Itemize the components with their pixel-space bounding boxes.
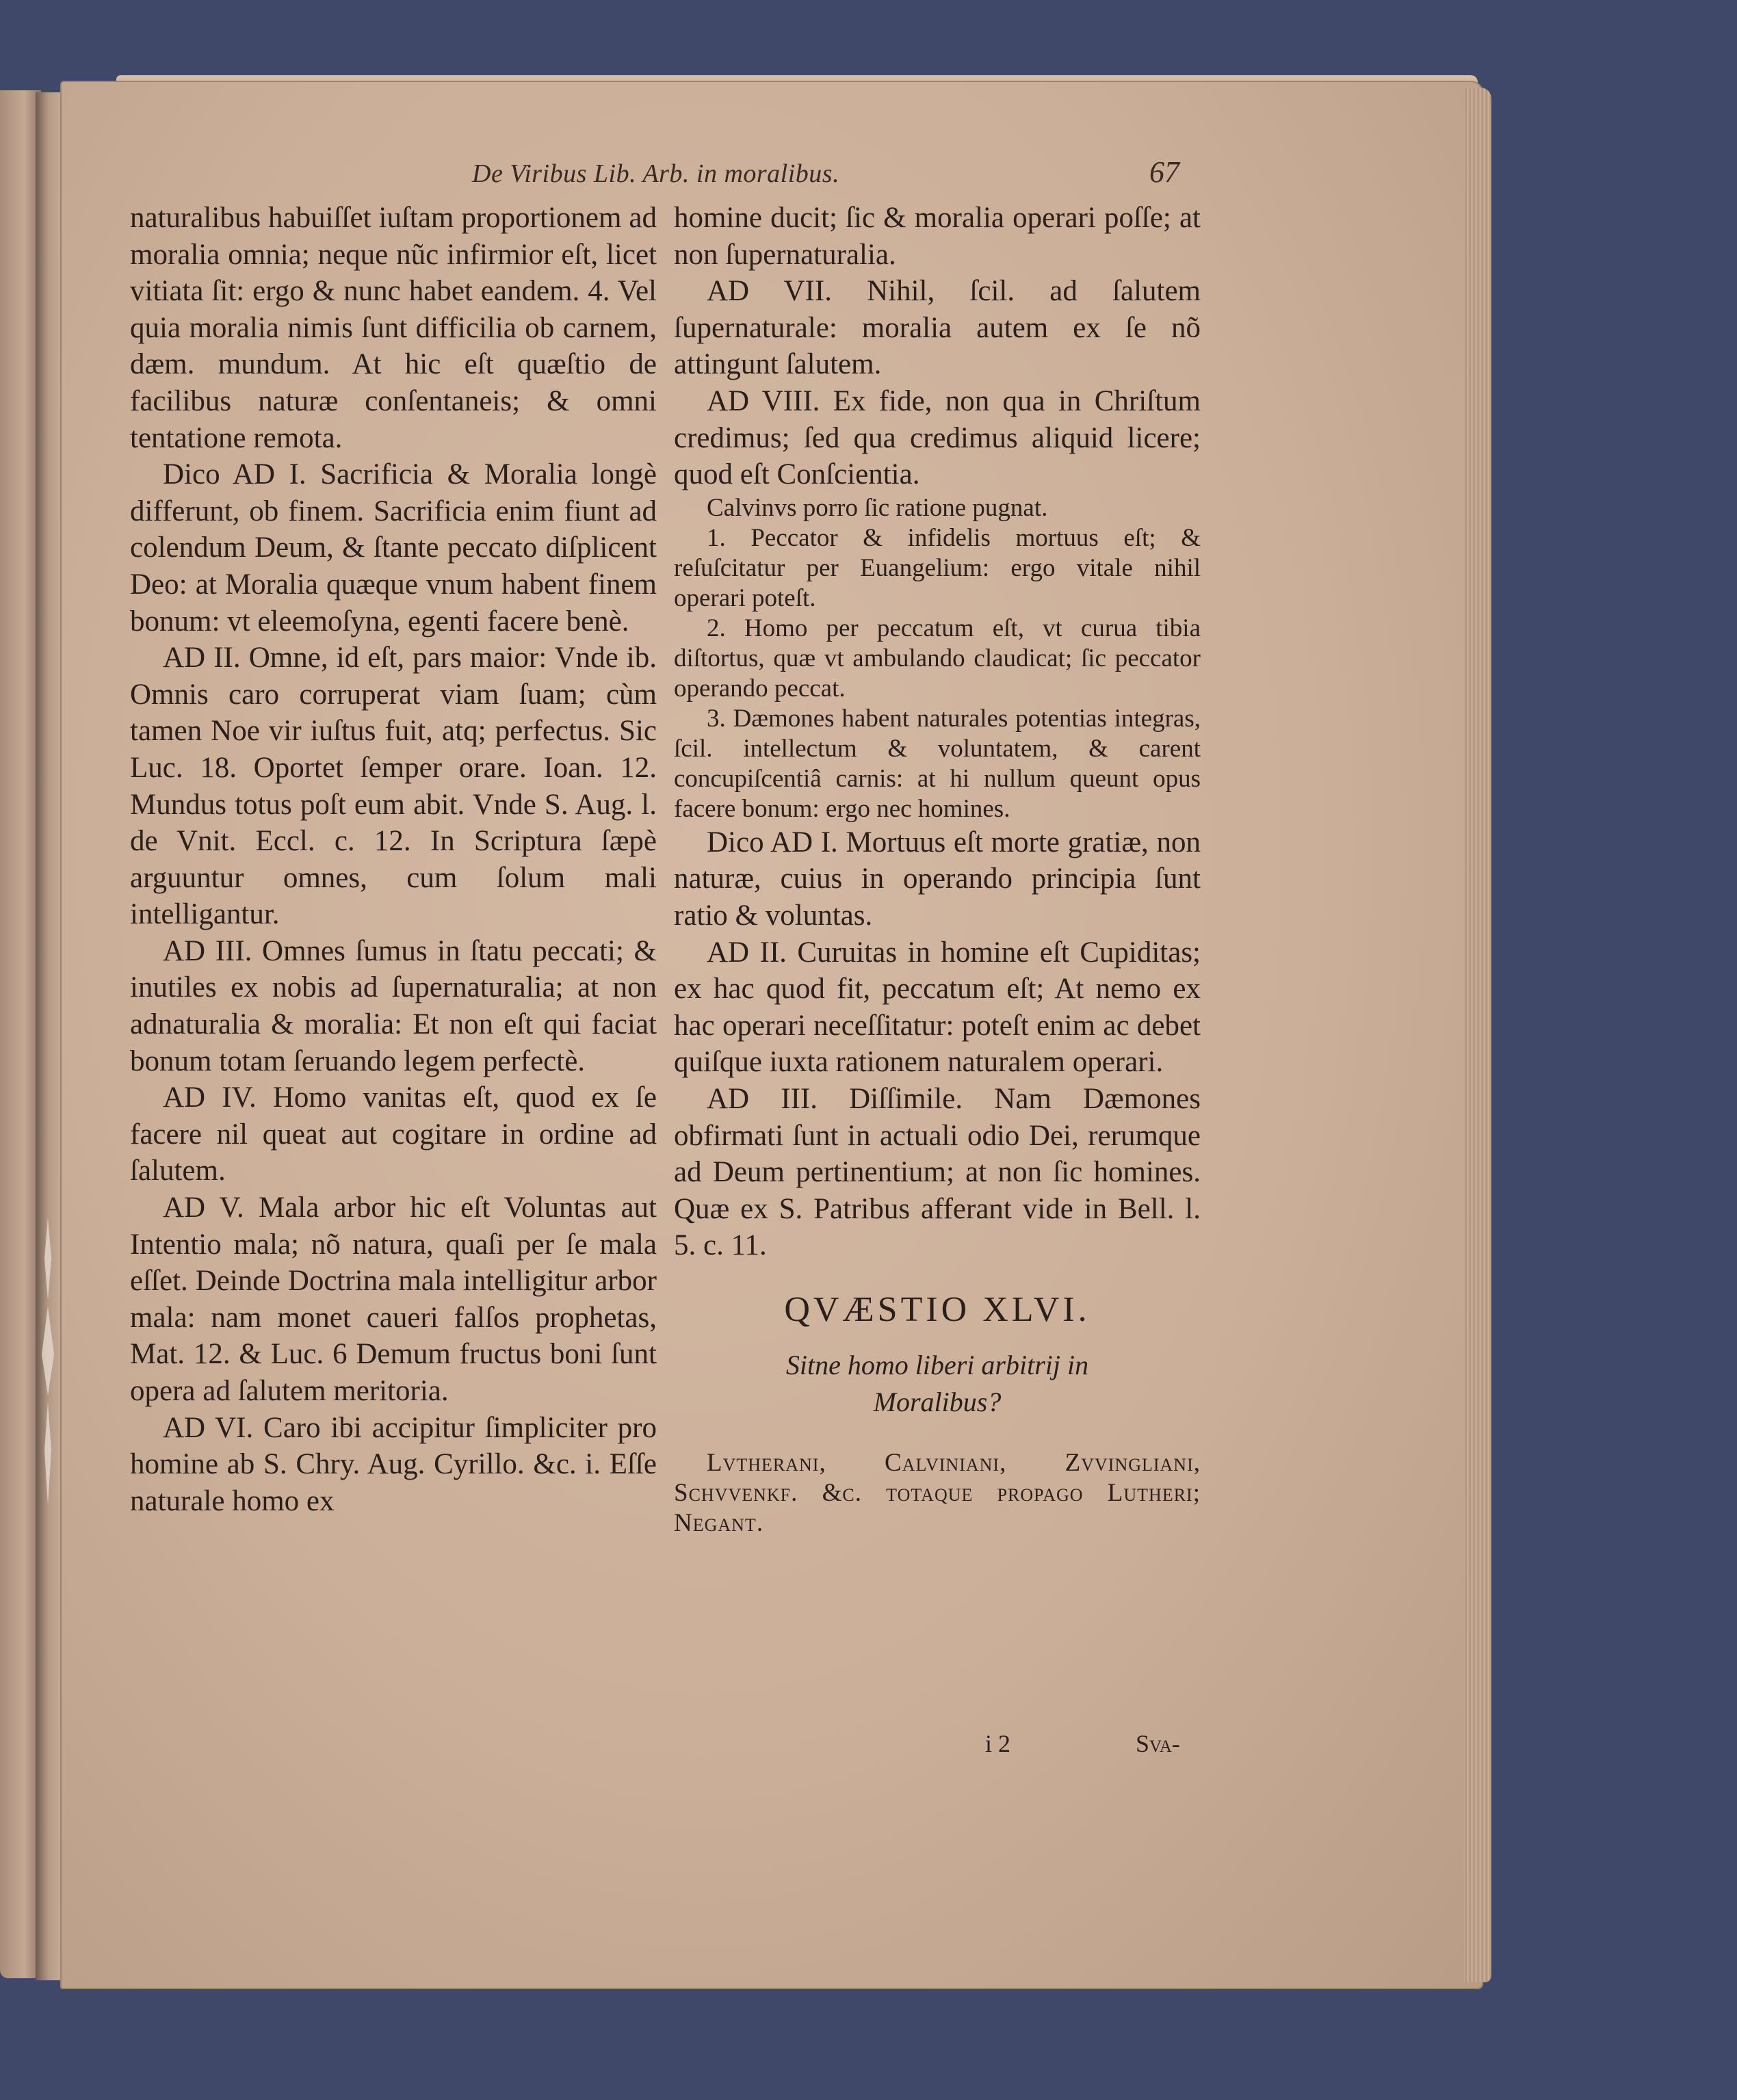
paragraph: AD II. Omne, id eſt, pars maior: Vnde ib. Omnis caro corruperat viam ſuam; cùm tamen Noe vir iuſtus fuit, atq; perfectus. Sic Luc. 18. Oportet ſemper orare. Ioan. 12. Mundus totus poſt eum abit. Vnde S. Aug. l. de Vnit. Eccl. c. 12. In Scriptura ſæpè arguuntur omnes, cum ſolum mali intelligantur. bbox=[130, 642, 657, 931]
running-head: De Viribus Lib. Arb. in moralibus. bbox=[472, 159, 840, 188]
page-fore-edge bbox=[1464, 88, 1491, 1982]
calvin-argument: 1. Peccator & infidelis mortuus eſt; & reſuſcitatur per Euangelium: ergo vitale nihil operari poteſt. bbox=[674, 523, 1201, 612]
paragraph: naturalibus habuiſſet iuſtam proportionem ad moralia omnia; neque nũc infirmior eſt, licet vitiata ſit: ergo & nunc habet eandem. 4. Vel quia moralia nimis ſunt difficilia ob carnem, dæm. mundum. At hic eſt quæſtio de facilibus naturæ conſentaneis; & omni tentatione remota. bbox=[130, 202, 657, 454]
calvin-intro: Calvinvs porro ſic ratione pugnat. bbox=[707, 493, 1048, 522]
paragraph: AD V. Mala arbor hic eſt Voluntas aut Intentio mala; nõ natura, quaſi per ſe mala eſſet. Deinde Doctrina mala intelligitur arbor mala: nam monet caueri falſos prophetas, Mat. 12. & Luc. 6 Demum fructus boni ſunt opera ad ſalutem meritoria. bbox=[130, 1192, 657, 1407]
response: Dico AD I. Mortuus eſt morte gratiæ, non naturæ, cuius in operando principia ſunt ratio & voluntas. bbox=[674, 826, 1201, 932]
paragraph: AD VII. Nihil, ſcil. ad ſalutem ſupernaturale: moralia autem ex ſe nõ attingunt ſalutem. bbox=[674, 275, 1201, 381]
paragraph: AD VIII. Ex fide, non qua in Chriſtum credimus; ſed qua credimus aliquid licere; quod eſt Conſcientia. bbox=[674, 384, 1201, 491]
calvin-argument: 2. Homo per peccatum eſt, vt curua tibia diſtortus, quæ vt ambulando claudicat; ſic peccator operando peccat. bbox=[674, 614, 1201, 703]
book-gutter bbox=[36, 92, 63, 1980]
paragraph: Dico AD I. Sacrificia & Moralia longè differunt, ob finem. Sacrificia enim fiunt ad colendum Deum, & ſtante peccato diſplicent Deo: at Moralia quæque vnum habent finem bonum: vt eleemoſyna, egenti facere benè. bbox=[130, 458, 657, 638]
question-title: QVÆSTIO XLVI. bbox=[784, 1289, 1090, 1329]
left-column bbox=[130, 200, 657, 1519]
calvin-argument: 3. Dæmones habent naturales potentias integras, ſcil. intellectum & voluntatem, & carent concupiſcentiâ carnis: at hi nullum queunt opus facere bonum: ergo nec homines. bbox=[674, 704, 1201, 823]
right-column bbox=[674, 200, 1201, 1538]
binding-ornament-icon bbox=[38, 1218, 58, 1505]
response: AD II. Curuitas in homine eſt Cupiditas; ex hac quod fit, peccatum eſt; At nemo ex hac operari neceſſitatur: poteſt enim ac debet quiſque iuxta rationem naturalem operari. bbox=[674, 936, 1201, 1079]
response: AD III. Diſſimile. Nam Dæmones obfirmati ſunt in actuali odio Dei, rerumque ad Deum pertinentium; at non ſic homines. Quæ ex S. Patribus afferant vide in Bell. l. 5. c. 11. bbox=[674, 1082, 1201, 1262]
paragraph: AD VI. Caro ibi accipitur ſimpliciter pro homine ab S. Chry. Aug. Cyrillo. &c. i. Eſſe naturale homo ex bbox=[130, 1411, 657, 1517]
signature-mark: i 2 bbox=[985, 1730, 1011, 1757]
paragraph: AD IV. Homo vanitas eſt, quod ex ſe facere nil queat aut cogitare in ordine ad ſalutem. bbox=[130, 1081, 657, 1187]
page-number: 67 bbox=[1149, 155, 1179, 189]
catchword: Sva- bbox=[1136, 1730, 1180, 1757]
paragraph: AD III. Omnes ſumus in ſtatu peccati; & inutiles ex nobis ad ſupernaturalia; at non adnaturalia & moralia: Et non eſt qui faciat bonum totam ſeruando legem perfectè. bbox=[130, 934, 657, 1077]
left-page-edge bbox=[0, 90, 41, 1978]
paragraph: homine ducit; ſic & moralia operari poſſe; at non ſupernaturalia. bbox=[674, 202, 1201, 271]
question-subtitle: Sitne homo liberi arbitrij in Moralibus? bbox=[785, 1350, 1089, 1418]
closing-paragraph: Lvtherani, Calviniani, Zvvingliani, Schvvenkf. &c. totaque propago Lutheri; Negant. bbox=[674, 1449, 1201, 1538]
